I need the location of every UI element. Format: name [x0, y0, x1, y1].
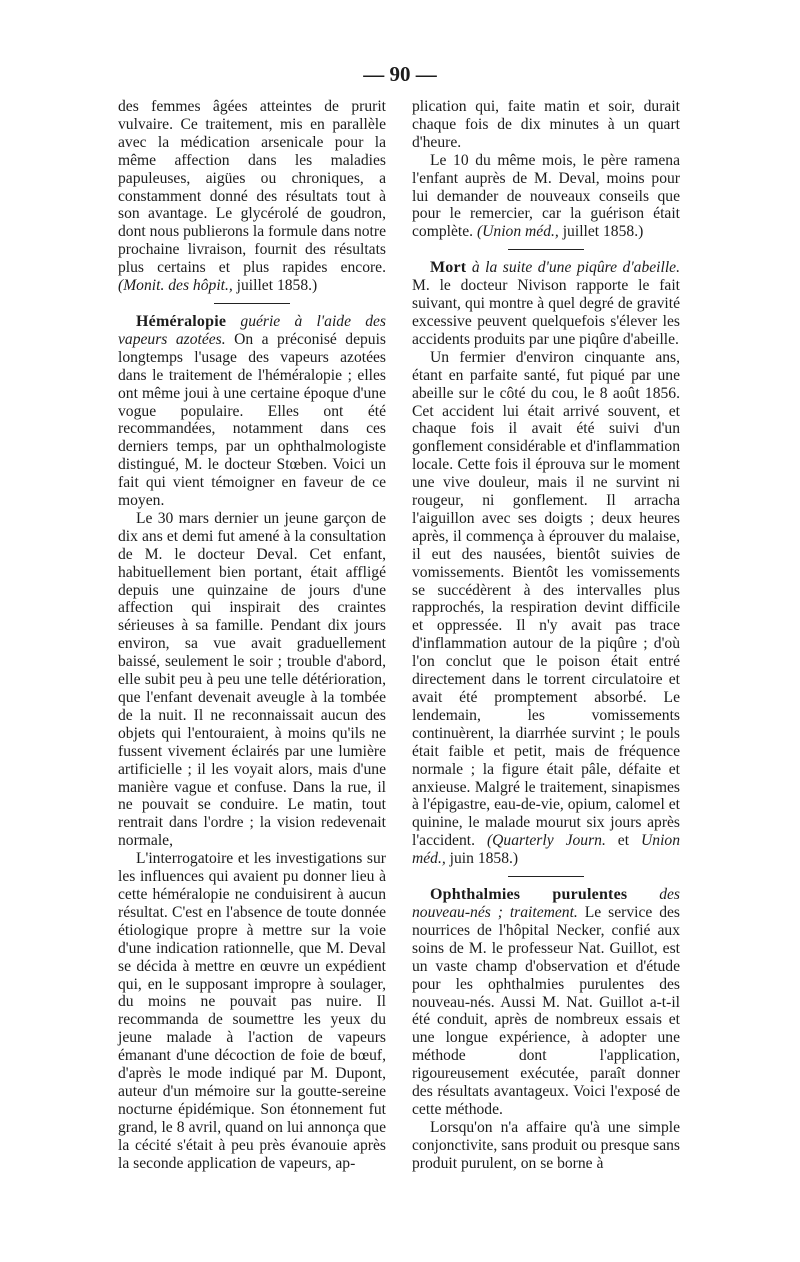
citation: (Monit. des hôpit.,: [118, 277, 233, 295]
section-subheading: à la suite d'une piqûre d'abeille.: [466, 259, 680, 277]
paragraph-treatment: L'interrogatoire et les investigations sur les influences qui avaient pu donner lieu à cette héméralopie ne conduisirent à aucun résultat. C'est en l'absence de toute donnée étiologique propre à mettre sur la voie d'une indication rationnelle, que M. Deval se décida à mettre en œuvre un expédient qui, en le supposant impropre à soulager, du moins ne pouvait pas nuire. Il recommanda de soumettre les yeux du jeune malade à l'action de vapeurs émanant d'une décoction de foie de bœuf, d'après le mode indiqué par M. Dupont, auteur d'un mémoire sur la goutte-sereine nocturne épidémique. Son étonnement fut grand, le 8 avril, quand on lui annonça que la cécité s'était à peu près évanouie après la seconde application de vapeurs, ap-: [118, 850, 386, 1172]
paragraph-text: M. le docteur Nivison rapporte le fait suivant, qui montre à quel degré de gravité excessive peuvent quelquefois s'élever les accidents produits par une piqûre d'abeille.: [412, 277, 680, 348]
paragraph-fermier: [412, 349, 680, 868]
citation: (Quarterly Journ.: [486, 832, 606, 850]
citation: Union méd.,: [412, 832, 680, 868]
paragraph-text: Le service des nourrices de l'hôpital Necker, confié aux soins de M. le professeur Nat. Guillot, est un vaste champ d'observation et d'étude pour les ophthalmies purulentes des nouveau-nés. Aussi M. Nat. Guillot a-t-il été conduit, après de nombreux essais et une longue expérience, à adopter une méthode dont l'application, rigoureusement exécutée, paraît donner des résultats avantageux. Voici l'exposé de cette méthode.: [412, 903, 680, 1118]
paragraph-text: Le 10 du même mois, le père ramena l'enfant auprès de M. Deval, moins pour lui demander de nouveaux conseils que pour le remercier, car la guérison était complète.: [412, 151, 680, 241]
paragraph-cure: [412, 152, 680, 242]
paragraph-mort-heading: [412, 259, 680, 349]
citation-date: juillet 1858.): [232, 277, 318, 295]
section-divider: [508, 249, 584, 250]
section-subheading: des nouveau-nés ; traitement.: [412, 886, 680, 921]
citation-joiner: et: [605, 832, 642, 850]
paragraph-text: Un fermier d'environ cinquante ans, étant en parfaite santé, fut piqué par une abeille sur le côté du cou, le 8 août 1856. Cet accident lui était arrivé souvent, et chaque fois il avait été suivi d'un gonflement considérable et d'inflammation locale. Cette fois il éprouva sur le moment une vive douleur, mais il ne survint ni rougeur, ni gonflement. Il arracha l'aiguillon avec ses doigts ; deux heures après, il commença à éprouver du malaise, il eut des nausées, bientôt suivies de vomissements. Bientôt les vomissements se succédèrent à des intervalles plus rapprochés, la respiration devint difficile et oppressée. Il n'y avait pas trace d'inflammation autour de la piqûre ; d'où l'on conclut que le poison était entré directement dans le torrent circulatoire et avait été promptement absorbé. Le lendemain, les vomissements continuèrent, la diarrhée survint ; le pouls était faible et petit, mais de fréquence normale ; la figure était pâle, défaite et anxieuse. Malgré le traitement, sinapismes à l'épigastre, eau-de-vie, opium, calomel et quinine, le malade mourut six jours après l'accident.: [412, 348, 680, 850]
section-divider: [508, 876, 584, 877]
left-column: [118, 98, 386, 1172]
right-column: [412, 98, 680, 1173]
paragraph-text: On a préconisé depuis longtemps l'usage des vapeurs azotées dans le traitement de l'héméralopie ; elles ont même joui à une certaine époque d'une vogue populaire. Elles ont été recommandées, notamment dans ces derniers temps, par un ophthalmologiste distingué, M. le docteur Stœben. Voici un fait qui vient témoigner en faveur de ce moyen.: [118, 330, 386, 510]
section-heading: Mort: [430, 259, 467, 277]
section-heading: Ophthalmies purulentes: [430, 886, 628, 904]
section-heading: Héméralopie: [136, 312, 227, 330]
paragraph-prurit: [118, 98, 386, 295]
citation: (Union méd.,: [476, 223, 559, 241]
page-number: — 90 —: [363, 62, 437, 86]
citation-date: juin 1858.): [445, 850, 519, 868]
paragraph-conjonctivite: Lorsqu'on n'a affaire qu'à une simple conjonctivite, sans produit ou presque sans produit purulent, on se borne à: [412, 1118, 680, 1172]
paragraph-case: Le 30 mars dernier un jeune garçon de dix ans et demi fut amené à la consultation de M. le docteur Deval. Cet enfant, habituellement bien portant, était affligé depuis une quinzaine de jours d'une affection qui inspirait des craintes sérieuses à sa famille. Pendant dix jours environ, sa vue avait graduellement baissé, seulement le soir ; trouble d'abord, elle subit peu à peu une telle détérioration, que l'enfant devenait aveugle à la tombée de la nuit. Il ne reconnaissait aucun des objets qui l'entouraient, à moins qu'ils ne fussent vivement éclairés par une lumière artificielle ; il les voyait alors, mais d'une manière vague et confuse. Dans la rue, il ne pouvait se conduire. Le matin, tout rentrait dans l'ordre ; la vision redevenait normale,: [118, 509, 386, 850]
paragraph-ophthalmies-heading: [412, 886, 680, 1119]
citation-date: juillet 1858.): [558, 223, 644, 241]
paragraph-hemeralopie-heading: [118, 313, 386, 510]
paragraph-text: des femmes âgées atteintes de prurit vulvaire. Ce traitement, mis en parallèle avec la médication arsenicale pour la même affection dans les maladies papuleuses, aigües ou chroniques, a constamment donné des résultats tout à son avantage. Le glycérolé de goudron, dont nous publierons la formule dans notre prochaine livraison, fournit des résultats plus certains et plus rapides encore.: [118, 98, 386, 277]
paragraph-continuation: plication qui, faite matin et soir, durait chaque fois de dix minutes à un quart d'heure.: [412, 98, 680, 151]
section-subheading: guérie à l'aide des vapeurs azotées.: [118, 312, 386, 348]
section-divider: [214, 303, 290, 304]
